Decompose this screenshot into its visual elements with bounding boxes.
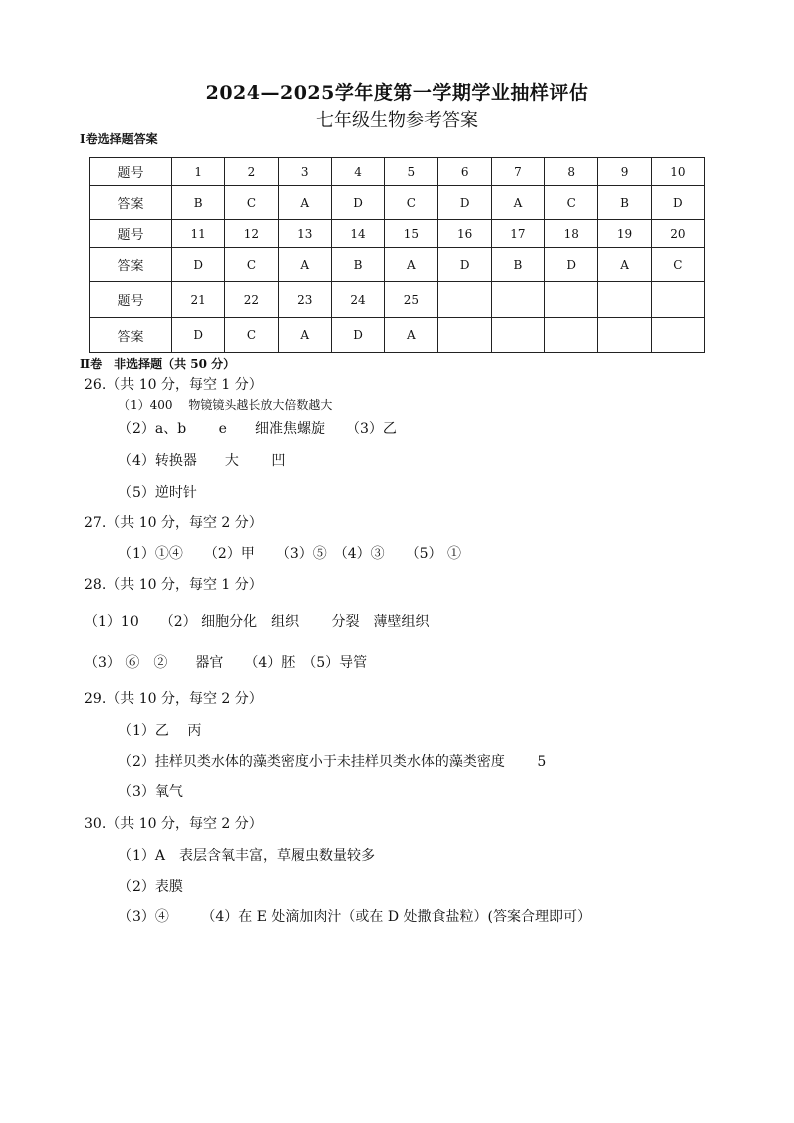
table-cell <box>545 282 598 318</box>
table-cell <box>598 282 651 318</box>
table-cell <box>438 282 491 318</box>
table-cell <box>651 318 704 353</box>
table-cell: D <box>438 248 491 282</box>
row-label: 题号 <box>90 220 172 248</box>
q29-heading: 29.（共 10 分，每空 2 分） <box>84 691 263 707</box>
row-label: 答案 <box>90 186 172 220</box>
page-title: 2024—2025学年度第一学期学业抽样评估 <box>205 82 589 104</box>
table-cell <box>598 318 651 353</box>
q28-heading: 28.（共 10 分，每空 1 分） <box>84 577 263 593</box>
q27-heading: 27.（共 10 分，每空 2 分） <box>84 515 263 531</box>
table-cell: A <box>278 186 331 220</box>
row-label: 题号 <box>90 282 172 318</box>
table-cell <box>651 282 704 318</box>
table-cell: B <box>491 248 544 282</box>
table-row <box>90 186 705 220</box>
table-cell: A <box>385 318 438 353</box>
q28-line-2: （3） ⑥ ② 器官 （4）胚 （5）导管 <box>84 655 368 671</box>
table-cell: 14 <box>331 220 384 248</box>
row-label: 题号 <box>90 158 172 186</box>
table-cell: 4 <box>331 158 384 186</box>
table-cell: D <box>172 318 225 353</box>
table-cell: 20 <box>651 220 704 248</box>
q28-line-1: （1）10 （2） 细胞分化 组织 分裂 薄壁组织 <box>84 614 430 630</box>
table-cell: C <box>225 248 278 282</box>
part2-heading: Ⅱ卷 非选择题（共 50 分） <box>80 357 236 371</box>
table-cell: 2 <box>225 158 278 186</box>
table-cell: C <box>225 318 278 353</box>
q26-heading: 26.（共 10 分，每空 1 分） <box>84 377 263 393</box>
table-cell: 11 <box>172 220 225 248</box>
table-row <box>90 158 705 186</box>
answer-table <box>89 157 705 353</box>
table-cell <box>438 318 491 353</box>
table-cell: 1 <box>172 158 225 186</box>
table-cell: D <box>172 248 225 282</box>
q26-line-2: （2）a、b e 细准焦螺旋 （3）乙 <box>118 421 397 437</box>
table-cell: 6 <box>438 158 491 186</box>
table-cell: 24 <box>331 282 384 318</box>
table-cell: 3 <box>278 158 331 186</box>
table-cell: A <box>491 186 544 220</box>
table-cell: 25 <box>385 282 438 318</box>
table-cell: 17 <box>491 220 544 248</box>
row-label: 答案 <box>90 318 172 353</box>
q29-line-1: （1）乙 丙 <box>118 723 202 739</box>
table-cell: 7 <box>491 158 544 186</box>
table-cell: 18 <box>545 220 598 248</box>
table-cell: 10 <box>651 158 704 186</box>
table-cell: D <box>331 318 384 353</box>
table-cell: 22 <box>225 282 278 318</box>
table-cell: 12 <box>225 220 278 248</box>
table-cell: A <box>385 248 438 282</box>
table-row <box>90 318 705 353</box>
table-cell: D <box>651 186 704 220</box>
table-cell: B <box>598 186 651 220</box>
q30-line-1: （1）A 表层含氧丰富，草履虫数量较多 <box>118 848 376 864</box>
table-cell: A <box>278 248 331 282</box>
table-cell: A <box>598 248 651 282</box>
q29-line-2: （2）挂样贝类水体的藻类密度小于未挂样贝类水体的藻类密度 5 <box>118 754 547 770</box>
page-subtitle: 七年级生物参考答案 <box>316 110 478 131</box>
table-cell: 5 <box>385 158 438 186</box>
table-cell: C <box>225 186 278 220</box>
table-cell: 19 <box>598 220 651 248</box>
table-cell: D <box>545 248 598 282</box>
q26-line-3: （4）转换器 大 凹 <box>118 453 286 469</box>
table-cell: B <box>331 248 384 282</box>
table-row <box>90 282 705 318</box>
table-cell: D <box>438 186 491 220</box>
part1-heading: Ⅰ卷选择题答案 <box>80 132 158 146</box>
q29-line-3: （3）氧气 <box>118 784 183 800</box>
table-cell: D <box>331 186 384 220</box>
q30-heading: 30.（共 10 分，每空 2 分） <box>84 816 263 832</box>
table-cell: 13 <box>278 220 331 248</box>
table-row <box>90 220 705 248</box>
table-cell <box>491 282 544 318</box>
table-cell: A <box>278 318 331 353</box>
table-cell: 23 <box>278 282 331 318</box>
table-cell: C <box>385 186 438 220</box>
table-row <box>90 248 705 282</box>
table-cell: 8 <box>545 158 598 186</box>
table-cell <box>545 318 598 353</box>
row-label: 答案 <box>90 248 172 282</box>
q27-line-1: （1）①④ （2）甲 （3）⑤ （4）③ （5） ① <box>118 546 461 562</box>
q26-line-1: （1）400 物镜镜头越长放大倍数越大 <box>118 398 333 412</box>
table-cell: 15 <box>385 220 438 248</box>
table-cell <box>491 318 544 353</box>
q26-line-4: （5）逆时针 <box>118 485 197 501</box>
q30-line-2: （2）表膜 <box>118 879 183 895</box>
table-cell: 21 <box>172 282 225 318</box>
table-cell: 16 <box>438 220 491 248</box>
q30-line-3: （3）④ （4）在 E 处滴加肉汁（或在 D 处撒食盐粒）(答案合理即可） <box>118 909 591 925</box>
table-cell: C <box>651 248 704 282</box>
table-cell: C <box>545 186 598 220</box>
table-cell: B <box>172 186 225 220</box>
table-cell: 9 <box>598 158 651 186</box>
